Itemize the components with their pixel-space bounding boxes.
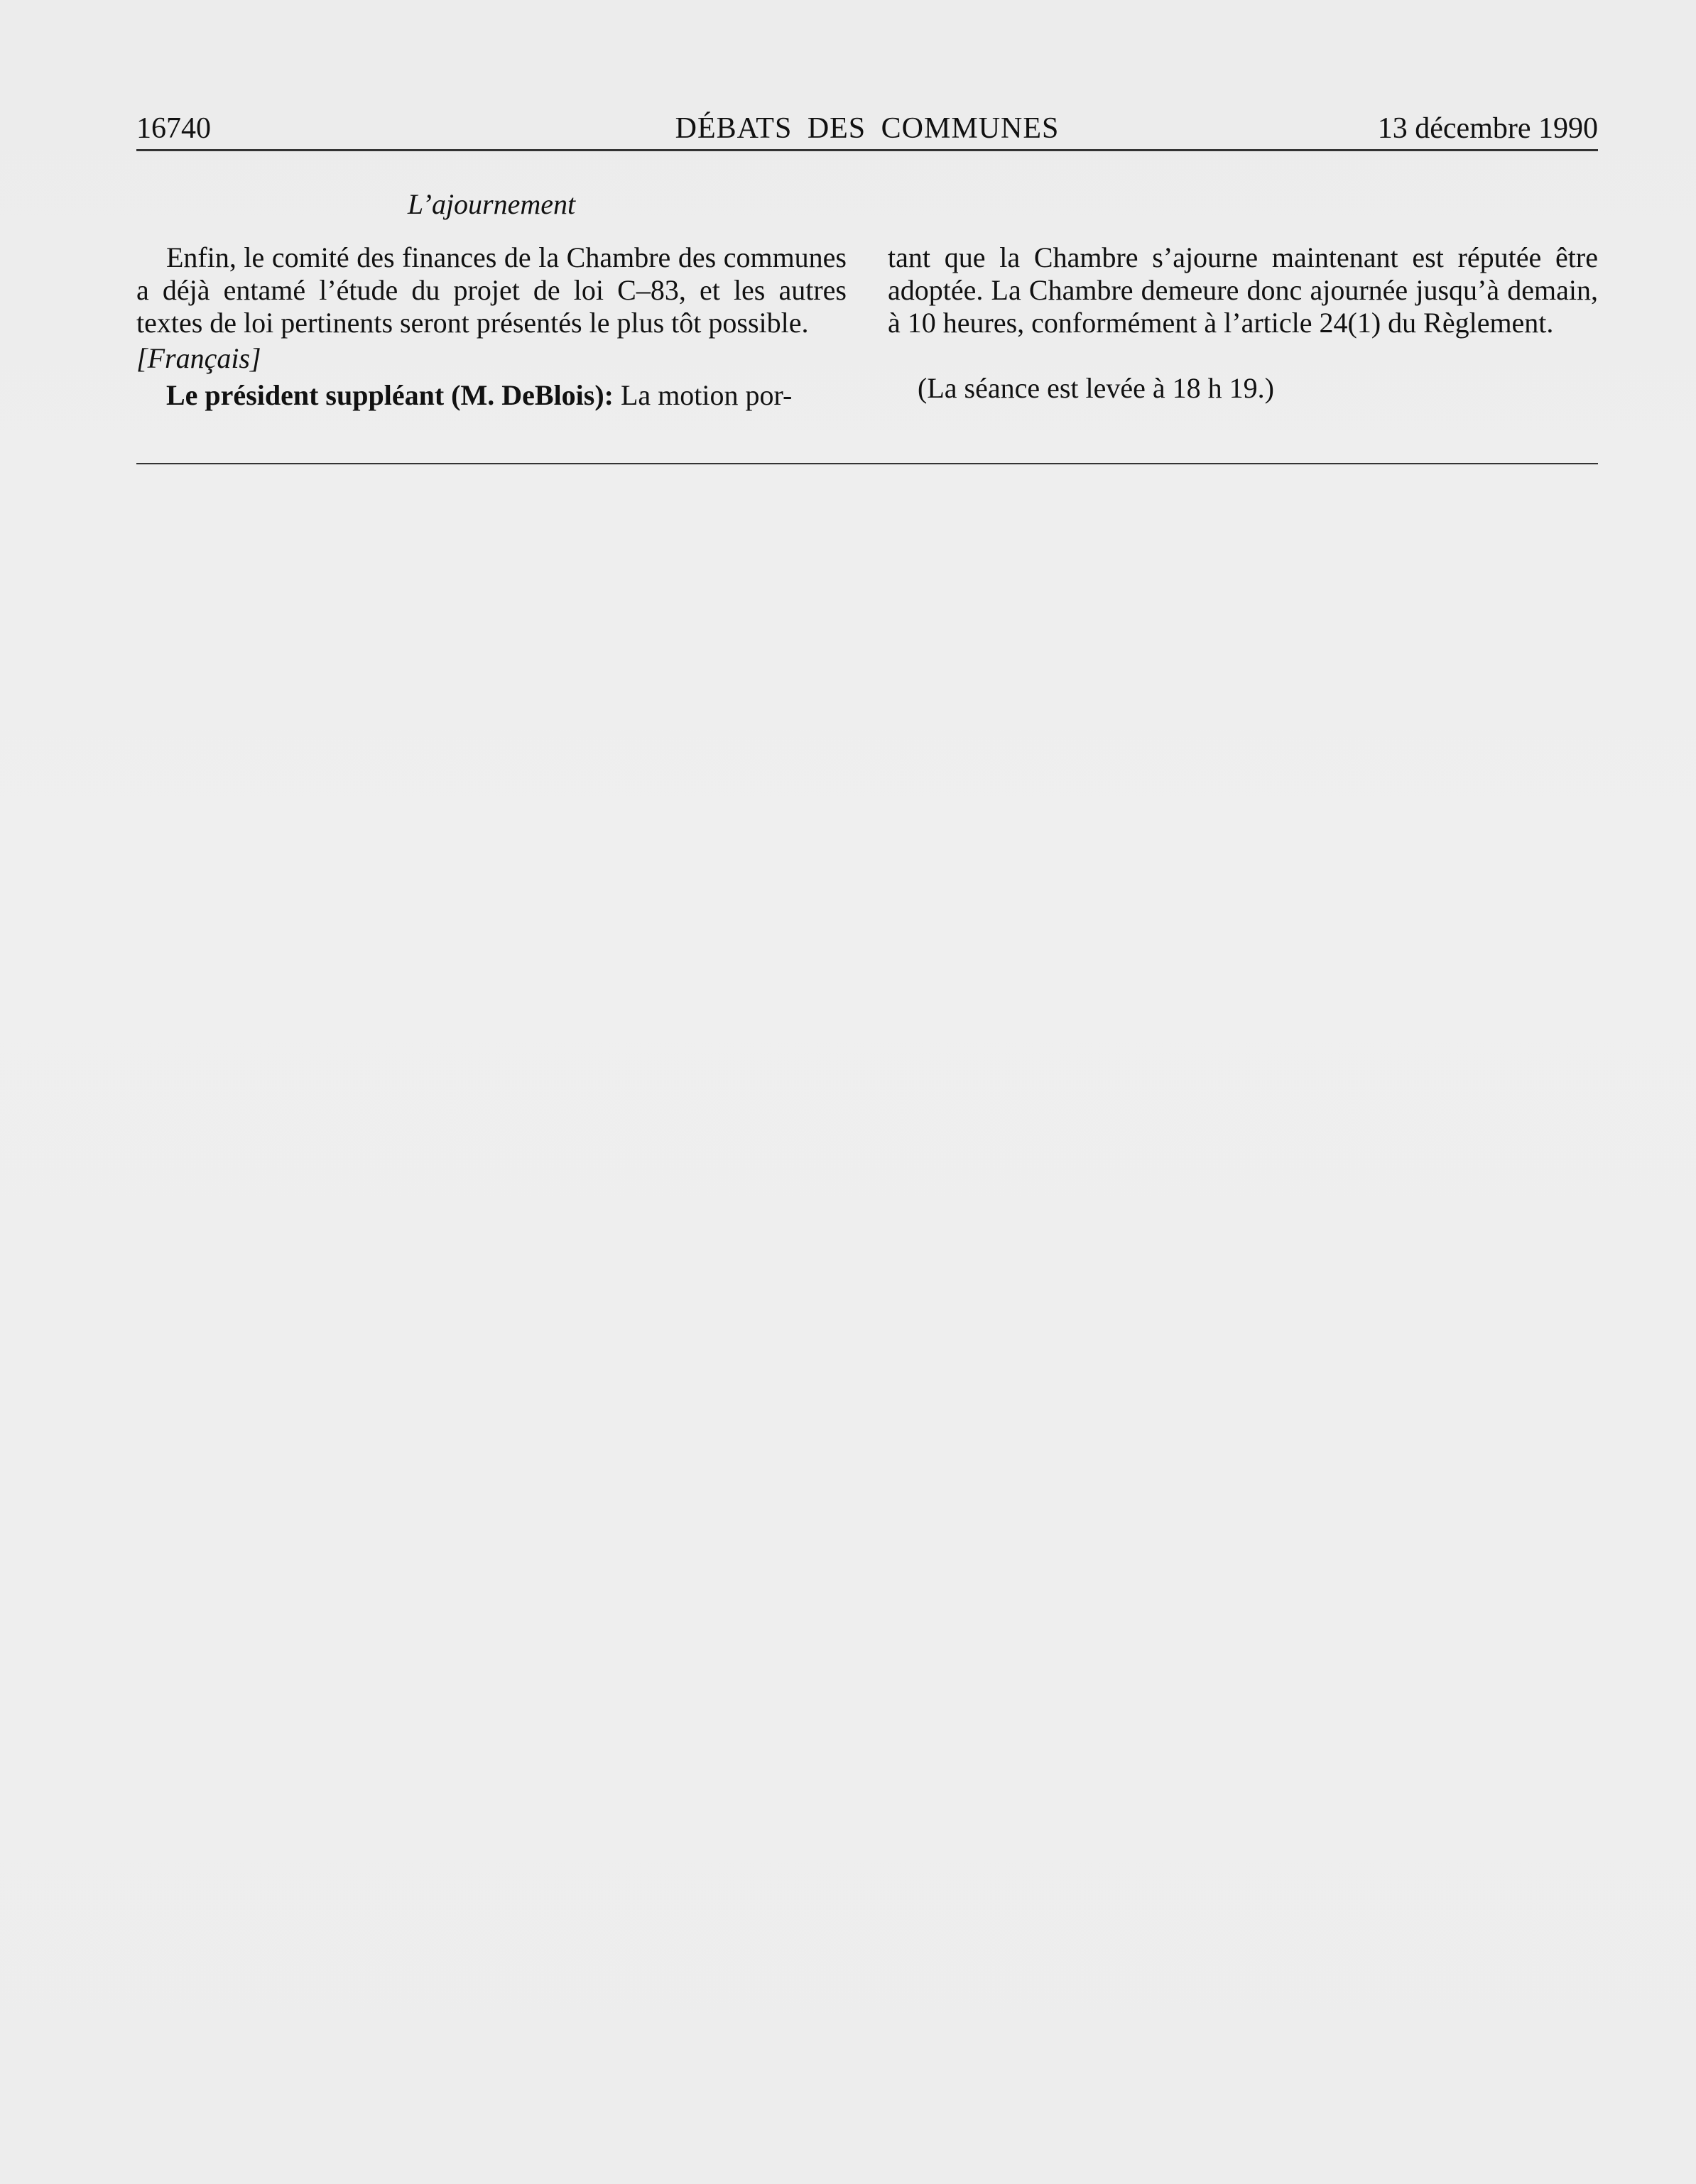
right-column (888, 241, 1598, 405)
adjournment-note: (La séance est levée à 18 h 19.) (918, 372, 1274, 404)
speaker-paragraph (136, 379, 847, 412)
header-rule (136, 149, 1598, 151)
motion-continuation: tant que la Chambre s’ajourne maintenant est réputée être adoptée. La Chambre demeure donc ajournée jusqu’à demain, à 10 heures, conformément à l’article 24(1) du Règlement. (888, 241, 1598, 339)
left-column (136, 241, 847, 412)
section-heading: L’ajournement (407, 188, 576, 220)
finance-committee-paragraph: Enfin, le comité des finances de la Chambre des communes a déjà entamé l’étude du projet de loi C–83, et les autres textes de loi pertinents seront présentés le plus tôt possible. (136, 241, 847, 339)
motion-start-text: La motion por- (621, 379, 793, 411)
footer-rule (136, 463, 1598, 464)
speaker-name: Le président suppléant (M. DeBlois): (166, 379, 614, 411)
page-number: 16740 (136, 112, 211, 145)
publication-date: 13 décembre 1990 (1377, 112, 1598, 145)
publication-title: DÉBATS DES COMMUNES (675, 112, 1060, 145)
page-header (136, 107, 1598, 151)
language-tag: [Français] (136, 342, 261, 374)
